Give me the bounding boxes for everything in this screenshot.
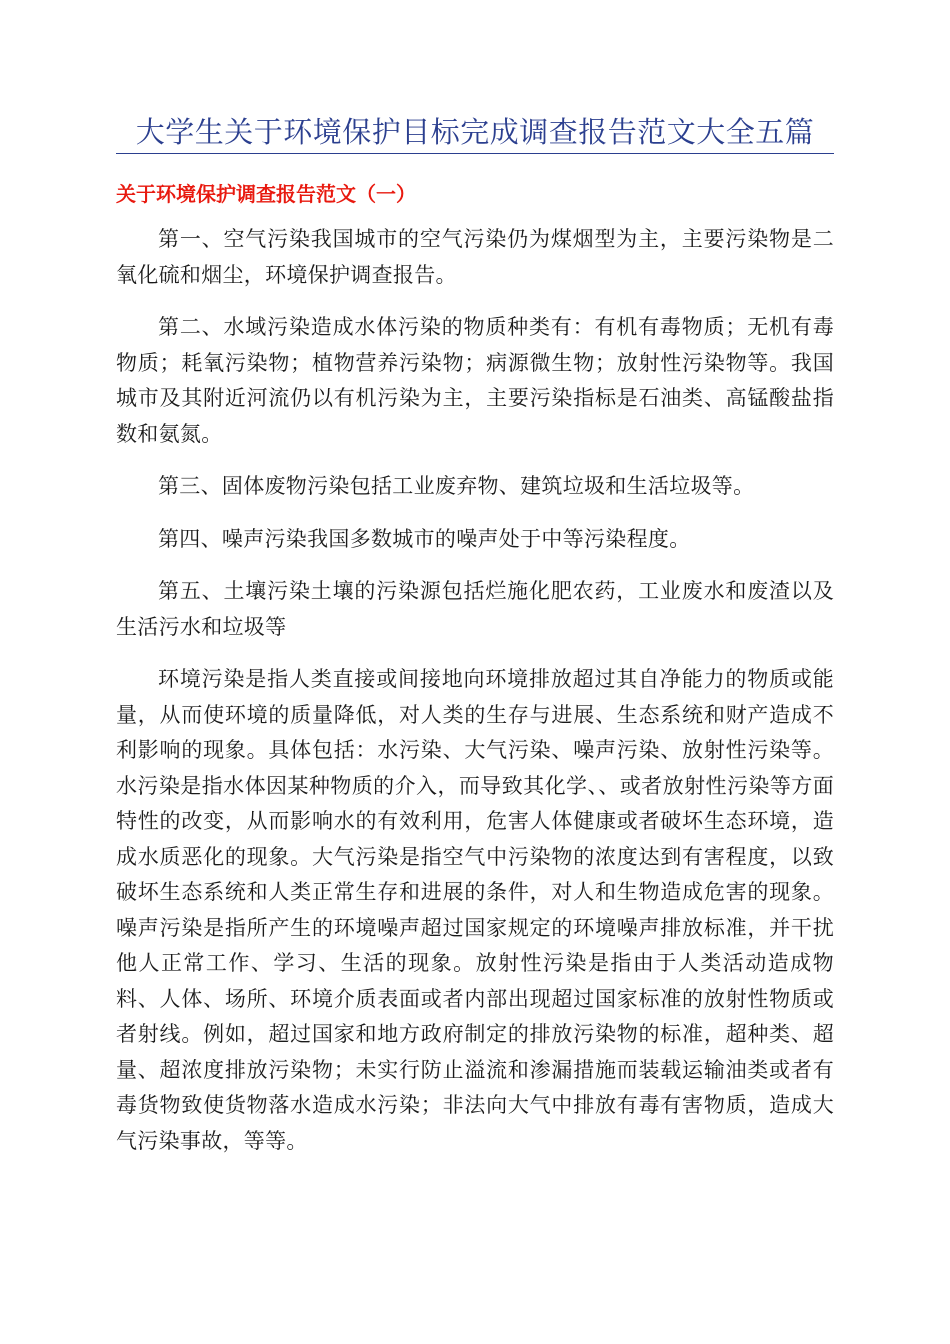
- paragraph-water-pollution: 第二、水域污染造成水体污染的物质种类有：有机有毒物质；无机有毒物质；耗氧污染物；植物营养污染物；病源微生物；放射性污染物等。我国城市及其附近河流仍以有机污染为主，主要污染指标是石油类、高锰酸盐指数和氨氮。: [116, 315, 834, 446]
- section-heading: 关于环境保护调查报告范文（一）: [116, 182, 416, 206]
- document-body: [116, 222, 834, 1159]
- paragraph-solid-waste: 第三、固体废物污染包括工业废弃物、建筑垃圾和生活垃圾等。: [158, 474, 755, 498]
- paragraph-noise-pollution: 第四、噪声污染我国多数城市的噪声处于中等污染程度。: [158, 526, 691, 551]
- paragraph-air-pollution: 第一、空气污染我国城市的空气污染仍为煤烟型为主，主要污染物是二氧化硫和烟尘，环境保护调查报告。: [116, 227, 834, 287]
- title-underline: [116, 153, 834, 154]
- paragraph-environmental-pollution-definition: 环境污染是指人类直接或间接地向环境排放超过其自净能力的物质或能量，从而使环境的质量降低，对人类的生存与进展、生态系统和财产造成不利影响的现象。具体包括：水污染、大气污染、噪声污染、放射性污染等。水污染是指水体因某种物质的介入，而导致其化学、、或者放射性污染等方面特性的改变，从而影响水的有效利用，危害人体健康或者破坏生态环境，造成水质恶化的现象。大气污染是指空气中污染物的浓度达到有害程度，以致破坏生态系统和人类正常生存和进展的条件，对人和生物造成危害的现象。噪声污染是指所产生的环境噪声超过国家规定的环境噪声排放标准，并干扰他人正常工作、学习、生活的现象。放射性污染是指由于人类活动造成物料、人体、场所、环境介质表面或者内部出现超过国家标准的放射性物质或者射线。例如，超过国家和地方政府制定的排放污染物的标准，超种类、超量、超浓度排放污染物；未实行防止溢流和渗漏措施而装载运输油类或者有毒货物致使货物落水造成水污染；非法向大气中排放有毒有害物质，造成大气污染事故，等等。: [116, 667, 834, 1153]
- document-title: 大学生关于环境保护目标完成调查报告范文大全五篇: [135, 115, 815, 149]
- paragraph-soil-pollution: 第五、土壤污染土壤的污染源包括烂施化肥农药，工业废水和废渣以及生活污水和垃圾等: [116, 579, 834, 639]
